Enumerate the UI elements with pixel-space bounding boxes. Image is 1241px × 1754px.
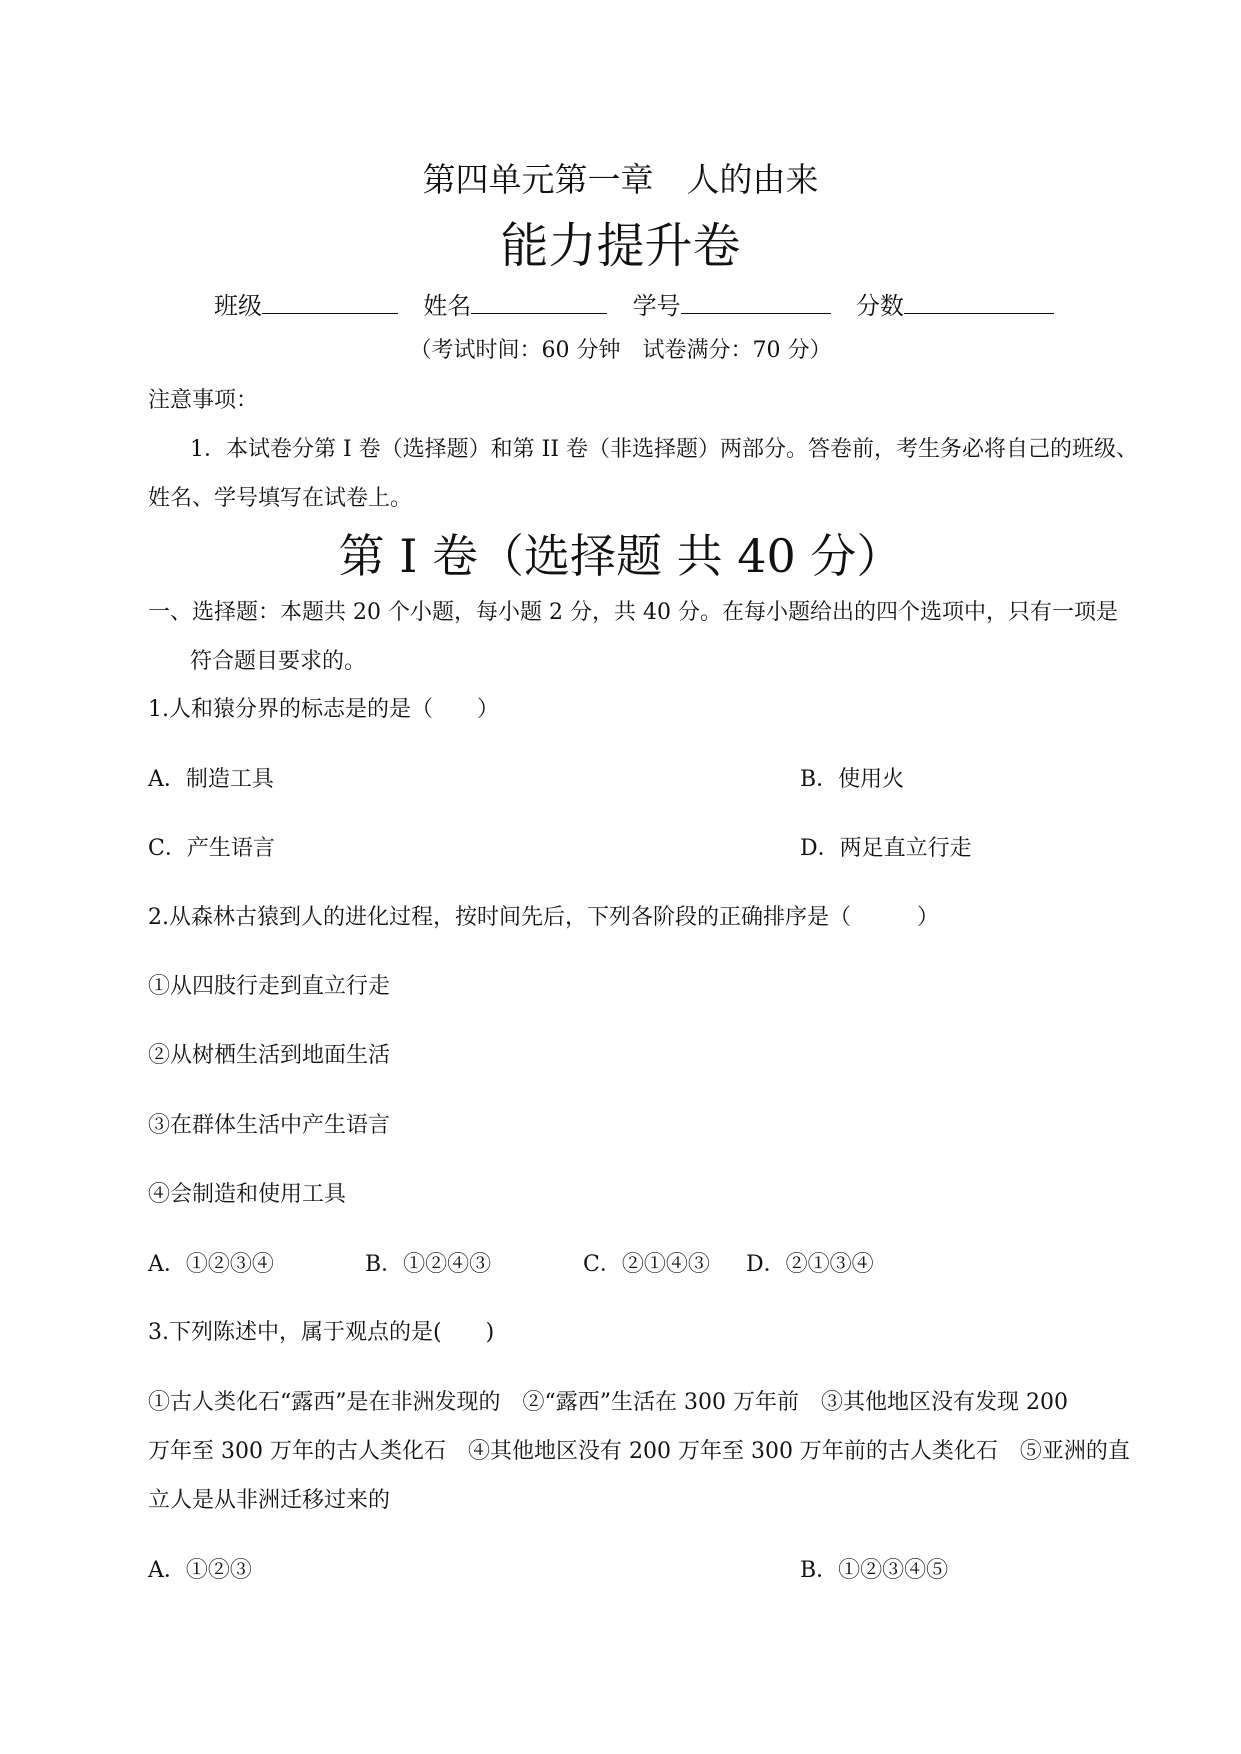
question-2-step-3: ③在群体生活中产生语言 <box>148 1113 391 1138</box>
question-1-option-b[interactable]: B．使用火 <box>800 767 905 792</box>
question-2-stem: 2.从森林古猿到人的进化过程，按时间先后，下列各阶段的正确排序是（ ） <box>148 905 939 930</box>
section-title: 第 I 卷（选择题 共 40 分） <box>338 529 903 583</box>
class-blank[interactable] <box>262 287 398 314</box>
question-3-stem: 3.下列陈述中，属于观点的是( ) <box>148 1320 495 1345</box>
question-3-option-b[interactable]: B．①②③④⑤ <box>800 1558 949 1583</box>
question-1-option-a[interactable]: A．制造工具 <box>148 767 274 792</box>
class-label: 班级 <box>214 292 262 320</box>
question-2-option-d[interactable]: D．②①③④ <box>746 1252 874 1277</box>
question-3-statement-line: 万年至 300 万年的古人类化石 ④其他地区没有 200 万年至 300 万年前的古人类化石 ⑤亚洲的直 <box>148 1439 1130 1464</box>
name-blank[interactable] <box>471 287 607 314</box>
question-2-step-4: ④会制造和使用工具 <box>148 1182 347 1207</box>
question-2-step-2: ②从树栖生活到地面生活 <box>148 1043 391 1068</box>
name-label: 姓名 <box>423 292 472 320</box>
student-info-row <box>214 287 1054 322</box>
question-1-stem: 1.人和猿分界的标志是的是（ ） <box>148 697 499 722</box>
question-2-option-a[interactable]: A．①②③④ <box>148 1252 274 1277</box>
page-title: 能力提升卷 <box>500 218 741 274</box>
unit-title: 第四单元第一章 人的由来 <box>422 160 819 199</box>
question-2-step-1: ①从四肢行走到直立行走 <box>148 974 391 999</box>
notice-item-1: 1．本试卷分第 I 卷（选择题）和第 II 卷（非选择题）两部分。答卷前，考生务必将自己的班级、 <box>190 437 1139 462</box>
score-blank[interactable] <box>904 287 1054 314</box>
score-label: 分数 <box>855 292 904 320</box>
notice-item-1-cont: 姓名、学号填写在试卷上。 <box>148 486 413 511</box>
question-2-option-b[interactable]: B．①②④③ <box>365 1252 492 1277</box>
section-instruction-cont: 符合题目要求的。 <box>190 649 367 674</box>
question-1-option-c[interactable]: C．产生语言 <box>148 836 275 861</box>
question-3-statement-line: 立人是从非洲迁移过来的 <box>148 1488 391 1513</box>
question-2-option-c[interactable]: C．②①④③ <box>583 1252 710 1277</box>
section-instruction: 一、选择题：本题共 20 个小题，每小题 2 分，共 40 分。在每小题给出的四个选项中，只有一项是 <box>148 600 1118 625</box>
id-blank[interactable] <box>681 287 831 314</box>
id-label: 学号 <box>632 292 681 320</box>
notice-title: 注意事项： <box>148 388 259 413</box>
question-3-statement-line: ①古人类化石“露西”是在非洲发现的 ②“露西”生活在 300 万年前 ③其他地区没有发现 200 <box>148 1390 1068 1415</box>
question-1-option-d[interactable]: D．两足直立行走 <box>800 836 972 861</box>
question-3-option-a[interactable]: A．①②③ <box>148 1558 252 1583</box>
exam-info: （考试时间：60 分钟 试卷满分：70 分） <box>409 338 832 363</box>
